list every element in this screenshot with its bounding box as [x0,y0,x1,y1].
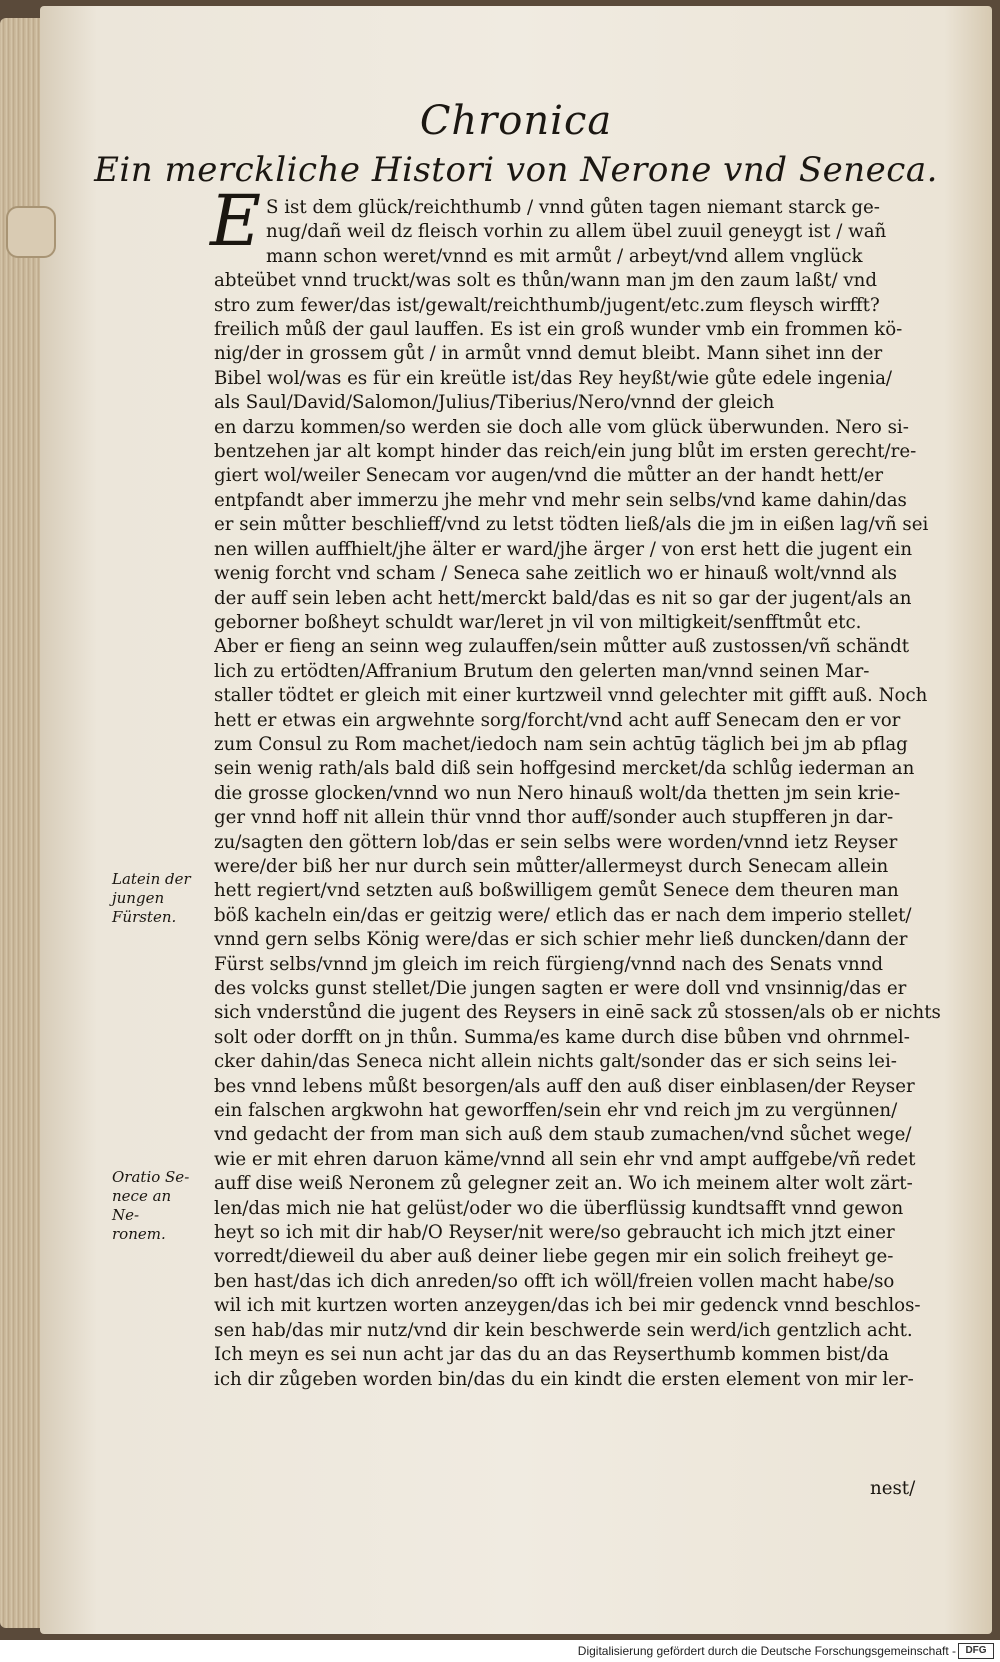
text-line: die grosse glocken/vnnd wo nun Nero hinauß wolt/da thetten jm sein krie- [214,782,901,804]
text-line: mann schon weret/vnnd es mit armůt / arbeyt/vnd allem vnglück [266,245,863,267]
marginal-note-oratio [112,1168,202,1244]
text-line: vnnd gern selbs König were/das er sich schier mehr ließ duncken/dann der [214,929,908,951]
text-line: en darzu kommen/so werden sie doch alle vom glück überwunden. Nero si- [214,416,909,438]
text-line: sein wenig rath/als bald diß sein hoffgesind mercket/da schlůg iederman an [214,758,915,780]
text-line: were/der biß her nur durch sein můtter/allermeyst durch Senecam allein [214,855,889,877]
text-line: ein falschen argkwohn hat geworffen/sein ehr vnd reich jm zu vergünnen/ [214,1100,898,1122]
text-line: wenig forcht vnd scham / Seneca sahe zeitlich wo er hinauß wolt/vnnd als [214,563,897,585]
text-line: ben hast/das ich dich anreden/so offt ich wöll/freien vollen macht habe/so [214,1270,895,1292]
text-line: geborner boßheyt schuldt war/leret jn vil von miltigkeit/senfftmůt etc. [214,611,862,633]
text-line: lich zu ertödten/Affranium Brutum den gelerten man/vnnd seinen Mar- [214,660,870,682]
marginal-line: jungen [112,889,165,907]
text-line: solt oder dorfft on jn thůn. Summa/es kame durch dise bůben vnd ohrnmel- [214,1026,910,1048]
text-line: entpfandt aber immerzu jhe mehr vnd mehr sein selbs/vnd kame dahin/das [214,489,907,511]
text-line: len/das mich nie hat gelüst/oder wo die überflüssig kundtsafft vnnd gewon [214,1197,904,1219]
text-line: hett er etwas ein argwehnte sorg/forcht/vnd acht auff Senecam den er vor [214,709,901,731]
drop-cap: E [210,180,262,262]
text-line: staller tödtet er gleich mit einer kurtzweil vnnd gelechter mit gifft auß. Noch [214,685,928,707]
text-line: wie er mit ehren daruon käme/vnnd all sein ehr vnd ampt auffgebe/vñ redet [214,1148,916,1170]
text-line: böß kacheln ein/das er geitzig were/ etlich das er nach dem imperio stellet/ [214,904,912,926]
text-line: des volcks gunst stellet/Die jungen sagten er were doll vnd vnsinnig/das er [214,978,907,999]
text-line: S ist dem glück/reichthumb / vnnd gůten tagen niemant starck ge- [266,197,880,218]
text-line: bentzehen jar alt kompt hinder das reich/ein jung blůt im ersten gerecht/re- [214,441,917,463]
text-line: nig/der in grossem gůt / in armůt vnnd demut bleibt. Mann sihet inn der [214,343,883,365]
text-line: abteübet vnnd truckt/was solt es thůn/wann man jm den zaum laßt/ vnd [214,270,878,292]
funding-credit: Digitalisierung gefördert durch die Deutsche Forschungsgemeinschaft - [577,1644,956,1658]
text-line: cker dahin/das Seneca nicht allein nichts galt/sonder das er sich seins lei- [214,1051,897,1073]
text-line: sich vnderstůnd die jugent des Reysers in einē sack zů stossen/als ob er nichts [214,1002,941,1024]
marginal-line: nece an Ne- [112,1187,172,1224]
text-line: als Saul/David/Salomon/Julius/Tiberius/Nero/vnnd der gleich [214,392,775,414]
text-line: heyt so ich mit dir hab/O Reyser/nit were/so gebraucht ich mich jtzt einer [214,1222,895,1244]
text-line: Fürst selbs/vnnd jm gleich im reich fürgieng/vnnd nach des Senats vnnd [214,953,884,975]
marginal-line: Oratio Se- [112,1168,190,1186]
marginal-line: Fürsten. [112,908,177,926]
text-line: wil ich mit kurtzen worten anzeygen/das ich bei mir gedenck vnnd beschlos- [214,1295,921,1317]
text-line: ich dir zůgeben worden bin/das du ein kindt die ersten element von mir ler- [214,1368,914,1390]
text-line: vorredt/dieweil du aber auß deiner liebe gegen mir ein solich freiheyt ge- [214,1246,894,1268]
text-line: ger vnnd hoff nit allein thür vnnd thor auff/sonder auch stupfferen jn dar- [214,807,894,829]
text-line: sen hab/das mir nutz/vnd dir kein beschwerde sein werd/ich gentzlich acht. [214,1319,913,1341]
catchword: nest/ [870,1478,916,1499]
page-tab-marker [6,206,56,258]
marginal-note-latein [112,870,202,927]
marginal-line: Latein der [112,870,191,888]
text-line: zum Consul zu Rom machet/iedoch nam sein achtūg täglich bei jm ab pflag [214,733,908,755]
text-line: auff dise weiß Neronem zů gelegner zeit an. Wo ich meinem alter wolt zärt- [214,1173,913,1195]
dfg-logo: DFG [958,1643,994,1659]
text-line: der auff sein leben acht hett/merckt bald/das es nit so gar der jugent/als an [214,587,912,609]
text-line: Ich meyn es sei nun acht jar das du an das Reyserthumb kommen bist/da [214,1344,889,1366]
text-line: vnd gedacht der from man sich auß dem staub zumachen/vnd sůchet wege/ [214,1124,912,1146]
text-line: hett regiert/vnd setzten auß boßwilligem gemůt Senece dem theuren man [214,880,899,902]
text-line: Aber er fieng an seinn weg zulauffen/sein můtter auß zustossen/vñ schändt [214,636,910,658]
text-line: Bibel wol/was es für ein kreütle ist/das Rey heyßt/wie gůte edele ingenia/ [214,367,893,389]
running-title: Chronica [419,98,613,144]
text-line: giert wol/weiler Senecam vor augen/vnd die můtter an der handt hett/er [214,465,884,487]
text-line: stro zum fewer/das ist/gewalt/reichthumb/jugent/etc.zum fleysch wirfft? [214,294,880,316]
marginal-line: ronem. [112,1225,166,1243]
text-line: er sein můtter beschlieff/vnd zu letst tödten ließ/als die jm in eißen lag/vñ sei [214,514,929,536]
text-line: freilich můß der gaul lauffen. Es ist ein groß wunder vmb ein frommen kö- [214,319,903,341]
section-heading: Ein mercklichе Histori von Nerone vnd Seneca. [94,150,938,190]
text-line: bes vnnd lebens můßt besorgen/als auff den auß diser einblasen/der Reyser [214,1075,915,1097]
text-line: nen willen auffhielt/jhe älter er ward/jhe ärger / von erst hett die jugent ein [214,538,913,560]
text-line: nug/dañ weil dz fleisch vorhin zu allem übel zuuil geneygt ist / wañ [266,221,887,243]
body-text [214,196,944,1392]
text-line: zu/sagten den göttern lob/das er sein selbs were worden/vnnd ietz Reyser [214,831,898,853]
